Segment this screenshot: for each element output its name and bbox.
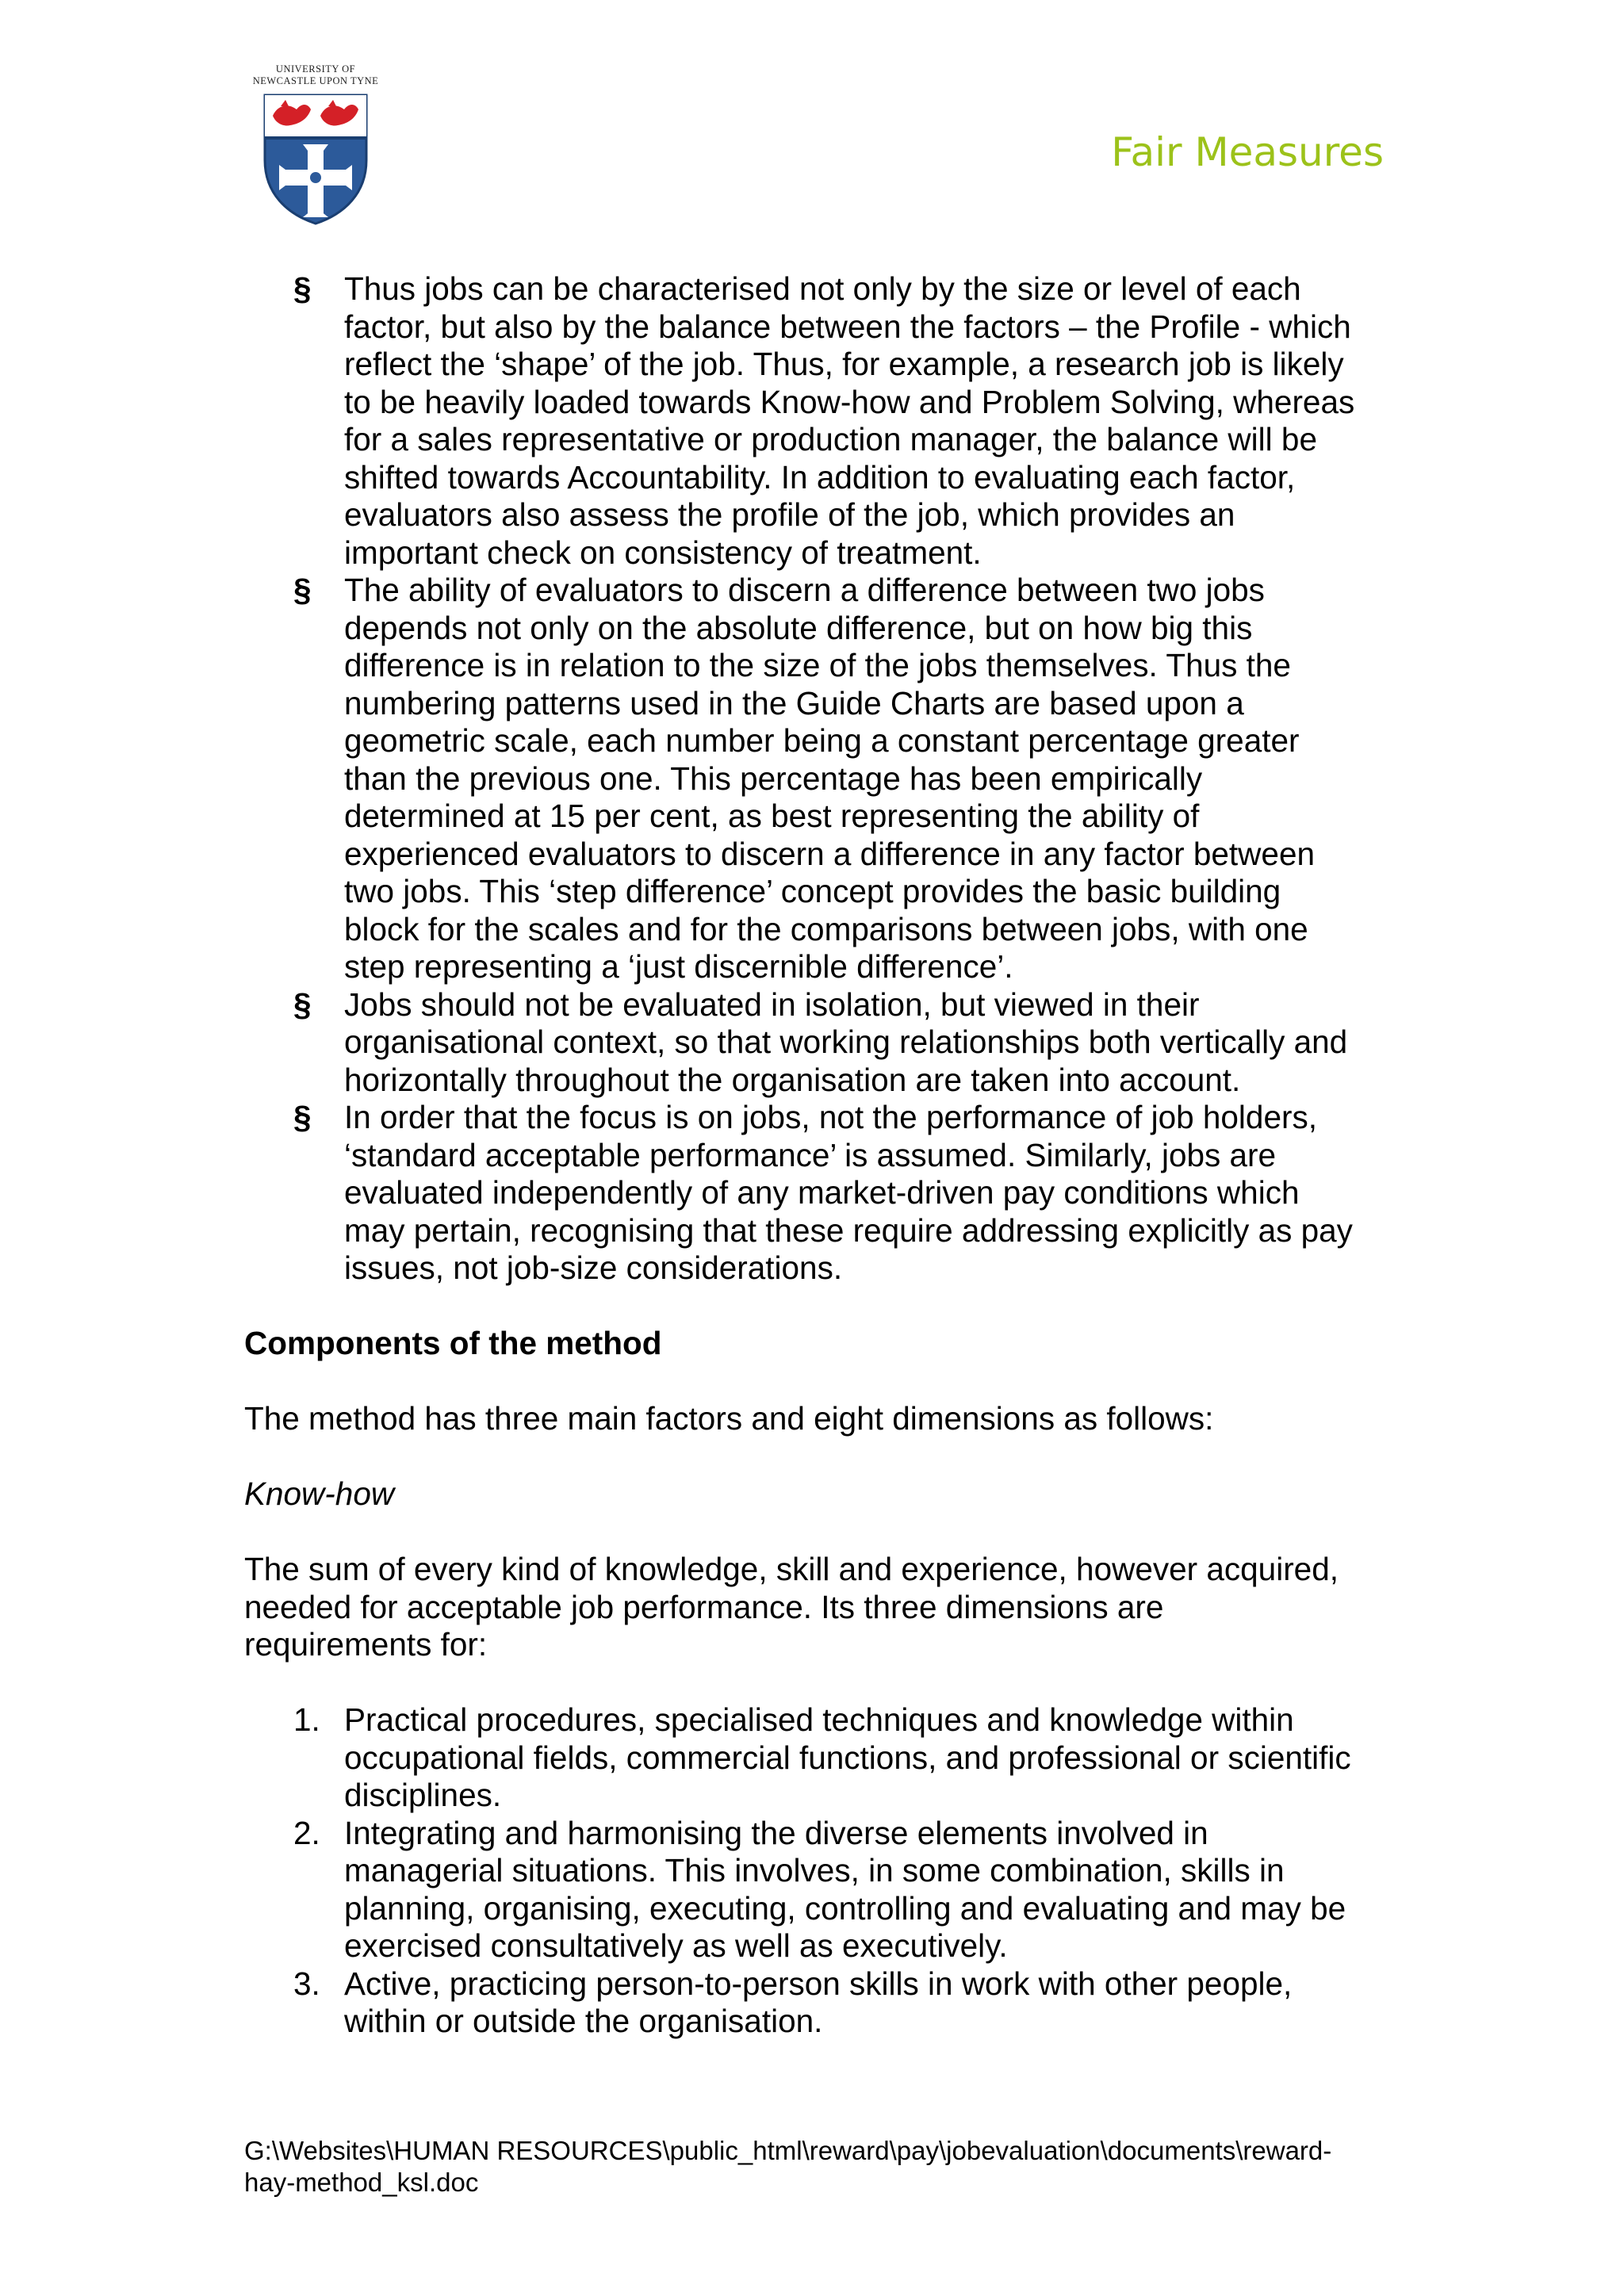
bullet-item	[244, 270, 1386, 572]
bullet-line: reflect the ‘shape’ of the job. Thus, for example, a research job is likely	[344, 346, 1344, 382]
subheading-know-how: Know-how	[244, 1475, 395, 1512]
bullet-item	[244, 986, 1386, 1100]
bullet-line: numbering patterns used in the Guide Charts are based upon a	[344, 684, 1244, 721]
bullet-line: ‘standard acceptable performance’ is assumed. Similarly, jobs are	[344, 1136, 1277, 1173]
bullet-line: step representing a ‘just discernible difference’.	[344, 948, 1013, 985]
bullet-line: determined at 15 per cent, as best representing the ability of	[344, 798, 1200, 834]
numbered-item	[244, 1701, 1386, 1815]
numbered-item	[244, 1965, 1386, 2041]
item-number: 3.	[293, 1965, 320, 2002]
logo-line-2: NEWCASTLE UPON TYNE	[252, 75, 379, 86]
bullet-line: than the previous one. This percentage has been empirically	[344, 760, 1203, 797]
bullet-line: evaluators also assess the profile of the job, which provides an	[344, 496, 1235, 533]
bullet-line: factor, but also by the balance between the factors – the Profile - which	[344, 308, 1351, 345]
university-logo	[228, 63, 403, 230]
numbered-item	[244, 1815, 1386, 1965]
page-footer-file-path	[244, 2135, 1386, 2198]
section-sign-bullet: §	[293, 1099, 312, 1135]
numbered-list	[244, 1701, 1386, 2041]
bullet-line: depends not only on the absolute difference, but on how big this	[344, 609, 1253, 646]
bullet-line: experienced evaluators to discern a difference in any factor between	[344, 835, 1315, 872]
numbered-line: exercised consultatively as well as executively.	[344, 1927, 1008, 1964]
bullet-item	[244, 1099, 1386, 1288]
description-line: The sum of every kind of knowledge, skill and experience, however acquired,	[244, 1551, 1339, 1587]
numbered-line: Integrating and harmonising the diverse elements involved in	[344, 1814, 1208, 1851]
brand-title: Fair Measures	[1111, 129, 1384, 175]
section-sign-bullet: §	[293, 270, 312, 307]
numbered-line: occupational fields, commercial functions, and professional or scientific	[344, 1739, 1351, 1776]
section-sign-bullet: §	[293, 985, 312, 1023]
numbered-line: disciplines.	[344, 1777, 502, 1813]
bullet-line: to be heavily loaded towards Know-how and Problem Solving, whereas	[344, 383, 1355, 420]
bullet-line: The ability of evaluators to discern a difference between two jobs	[344, 572, 1265, 608]
numbered-line: within or outside the organisation.	[344, 2003, 823, 2039]
numbered-line: managerial situations. This involves, in some combination, skills in	[344, 1852, 1285, 1888]
numbered-line: Practical procedures, specialised techniques and knowledge within	[344, 1701, 1294, 1738]
section-sign-bullet: §	[293, 572, 312, 608]
bullet-line: issues, not job-size considerations.	[344, 1249, 843, 1286]
bullet-line: shifted towards Accountability. In addition to evaluating each factor,	[344, 458, 1296, 496]
description-line: needed for acceptable job performance. Its three dimensions are	[244, 1588, 1164, 1625]
bullet-line: two jobs. This ‘step difference’ concept provides the basic building	[344, 873, 1281, 909]
item-number: 1.	[293, 1701, 320, 1738]
description-line: requirements for:	[244, 1626, 488, 1663]
university-shield-icon	[262, 92, 370, 225]
section-heading: Components of the method	[244, 1325, 662, 1361]
footer-line-1: G:\Websites\HUMAN RESOURCES\public_html\reward\pay\jobevaluation\documents\reward-	[244, 2136, 1332, 2165]
bullet-line: block for the scales and for the comparisons between jobs, with one	[344, 910, 1308, 947]
bullet-line: In order that the focus is on jobs, not the performance of job holders,	[344, 1099, 1317, 1135]
bullet-line: organisational context, so that working relationships both vertically and	[344, 1024, 1348, 1060]
bullet-line: important check on consistency of treatment.	[344, 534, 982, 571]
numbered-line: planning, organising, executing, controlling and evaluating and may be	[344, 1889, 1346, 1927]
bullet-line: horizontally throughout the organisation are taken into account.	[344, 1061, 1241, 1098]
bullet-line: Jobs should not be evaluated in isolation, but viewed in their	[344, 985, 1200, 1023]
bullet-line: evaluated independently of any market-driven pay conditions which	[344, 1174, 1300, 1211]
numbered-line: Active, practicing person-to-person skills in work with other people,	[344, 1965, 1293, 2002]
logo-line-1: UNIVERSITY OF	[275, 63, 356, 75]
bullet-list	[244, 270, 1386, 1288]
know-how-description	[244, 1551, 1386, 1664]
bullet-item	[244, 572, 1386, 986]
item-number: 2.	[293, 1814, 320, 1851]
footer-line-2: hay-method_ksl.doc	[244, 2168, 479, 2197]
bullet-line: Thus jobs can be characterised not only by the size or level of each	[344, 270, 1301, 307]
bullet-line: geometric scale, each number being a constant percentage greater	[344, 722, 1300, 759]
bullet-line: difference is in relation to the size of the jobs themselves. Thus the	[344, 647, 1291, 683]
logo-wordmark	[228, 63, 403, 87]
document-body	[244, 270, 1386, 2041]
intro-paragraph: The method has three main factors and eight dimensions as follows:	[244, 1400, 1214, 1437]
bullet-line: may pertain, recognising that these require addressing explicitly as pay	[344, 1211, 1353, 1249]
bullet-line: for a sales representative or production manager, the balance will be	[344, 421, 1317, 457]
page-header	[0, 0, 1624, 238]
